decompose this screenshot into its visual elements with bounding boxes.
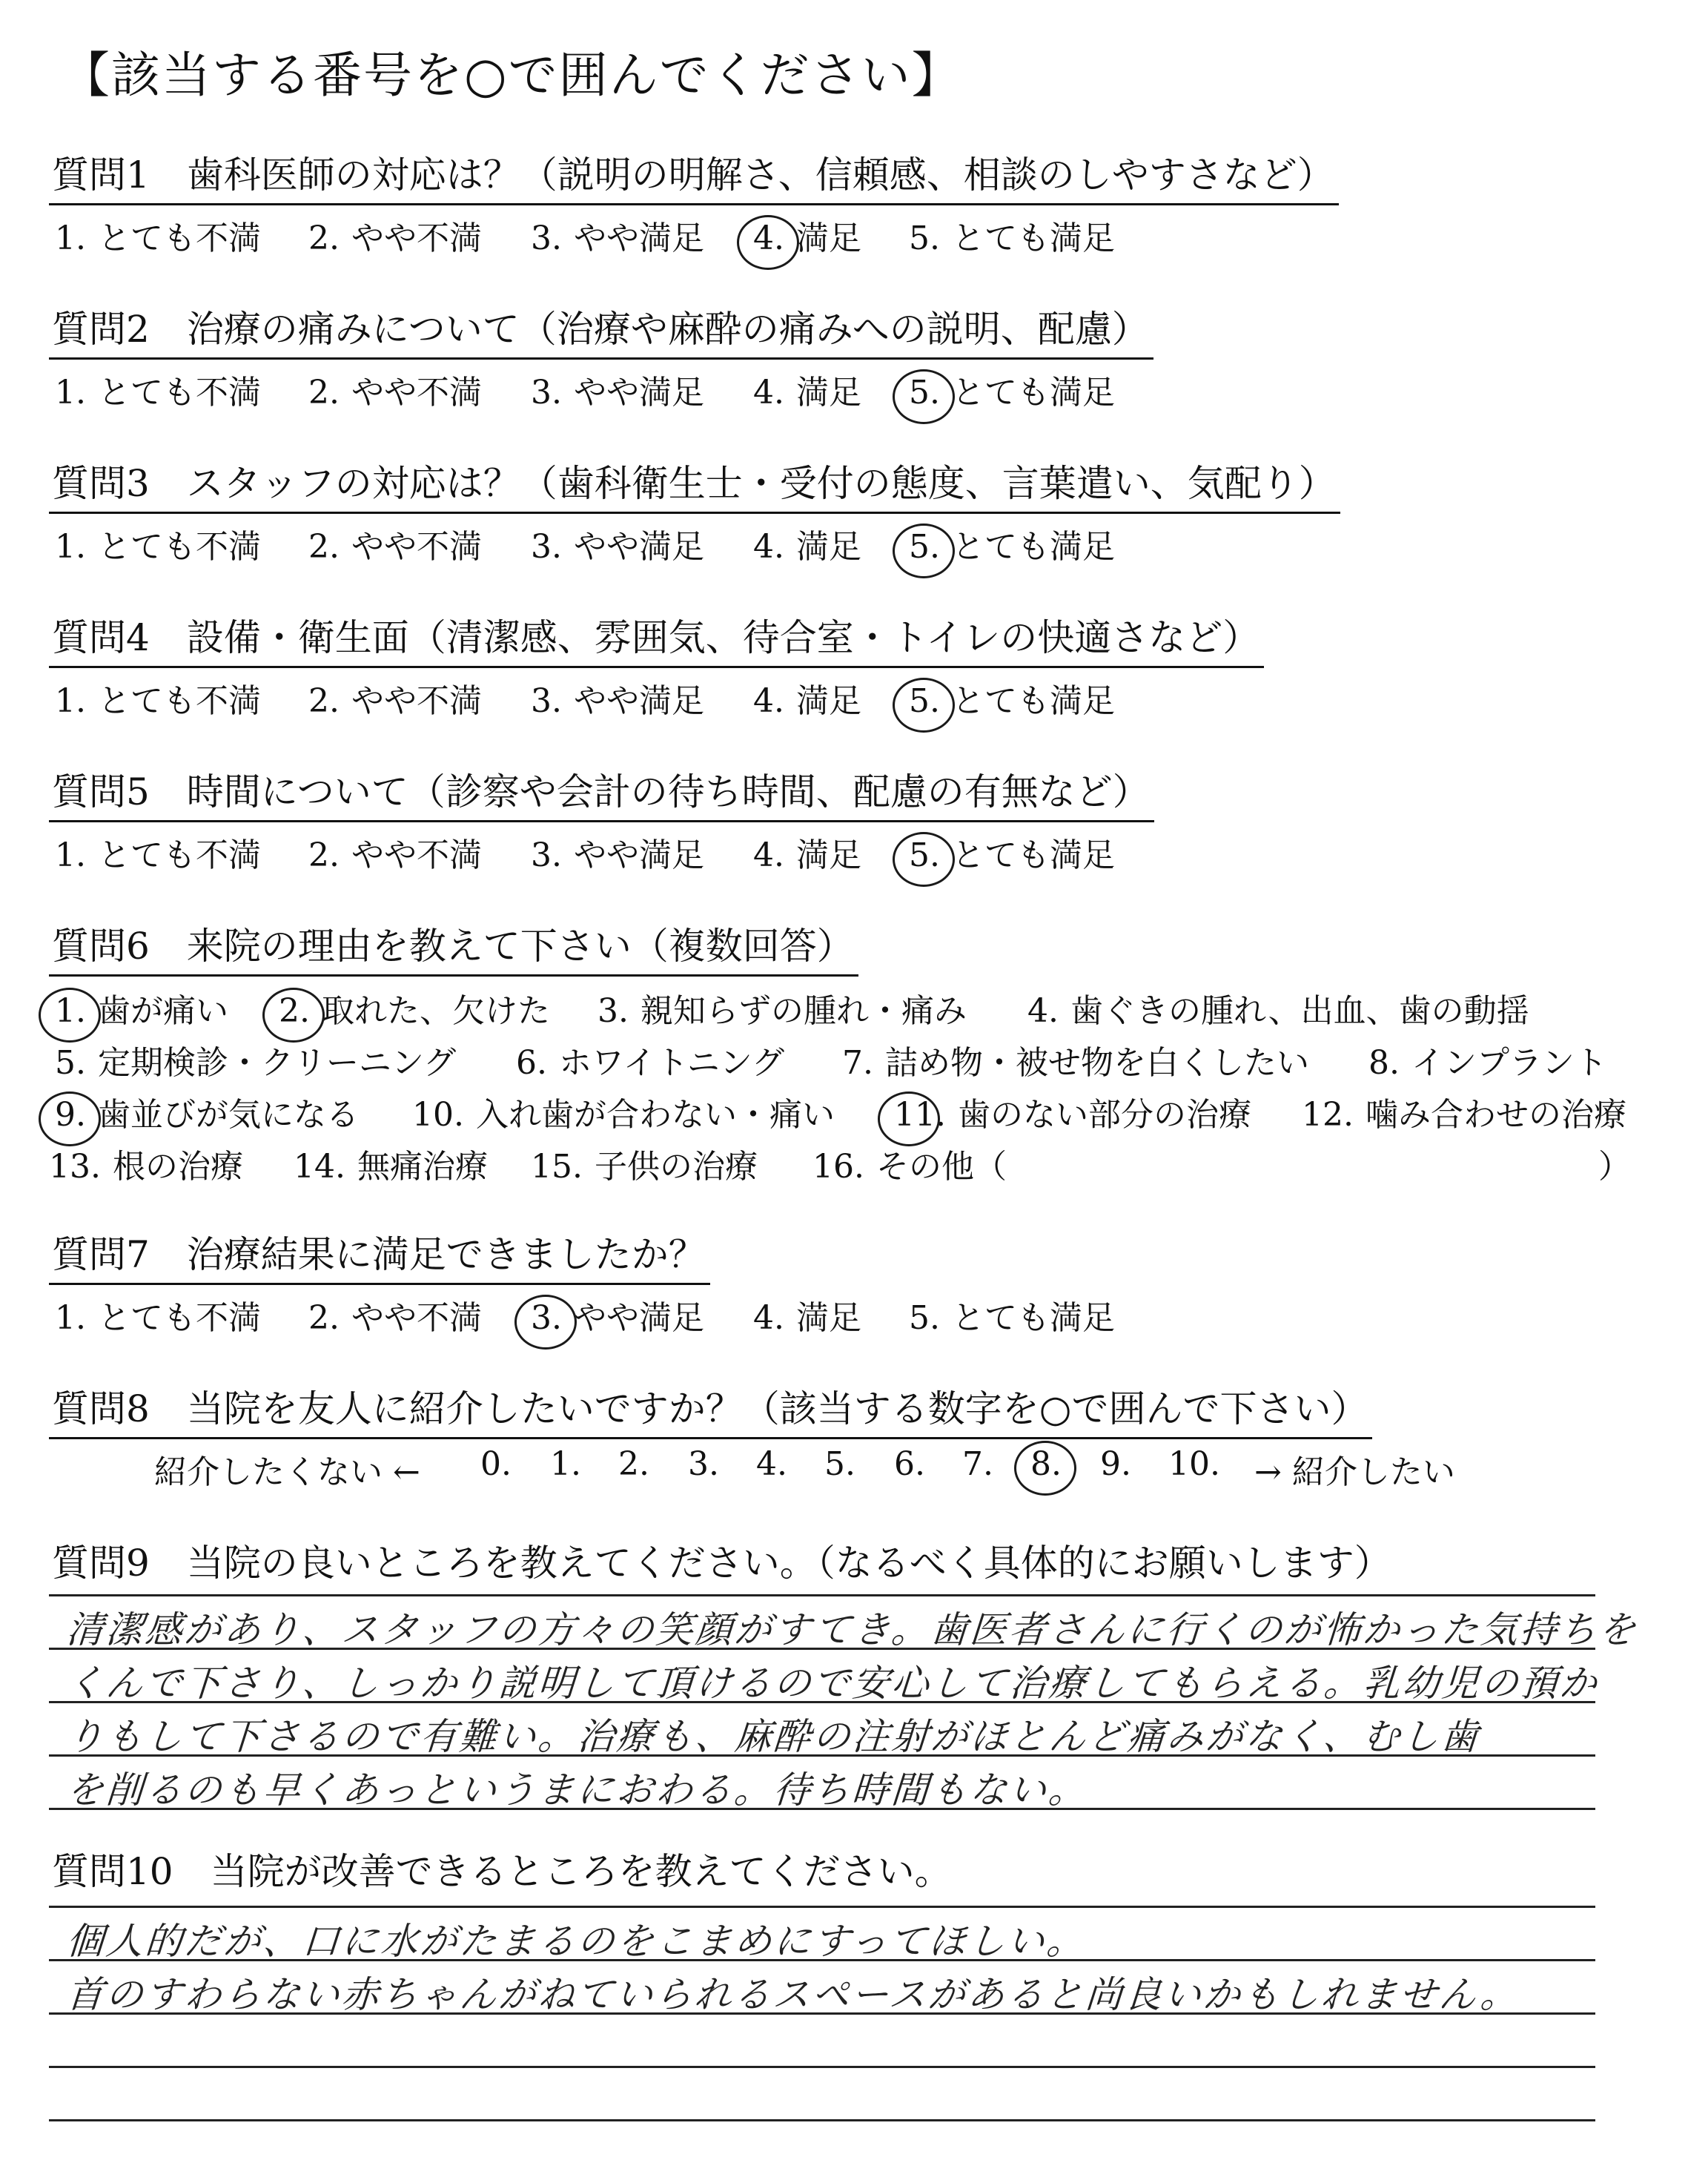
answer-line [49, 1906, 1595, 1908]
q6-option-16[interactable]: 16. その他（ [812, 1148, 1007, 1186]
q6-option-14[interactable]: 14. 無痛治療 [294, 1148, 488, 1186]
q8-scale-5[interactable]: 5. [824, 1445, 855, 1483]
q6-option-1[interactable]: 1. 歯が痛い [55, 992, 228, 1030]
q6-option-15[interactable]: 15. 子供の治療 [531, 1148, 758, 1186]
q5-option-3[interactable]: 3. やや満足 [531, 836, 704, 874]
question-5-title: 質問5 時間について（診察や会計の待ち時間、配慮の有無など） [49, 762, 1154, 822]
question-3-options [49, 520, 1340, 572]
question-8-scale [49, 1445, 1532, 1497]
q3-option-1[interactable]: 1. とても不満 [55, 528, 261, 566]
q5-option-2[interactable]: 2. やや不満 [308, 836, 482, 874]
question-4-options [49, 674, 1264, 726]
selected-circle: 3. [531, 1299, 562, 1337]
selected-circle: 5. [909, 682, 940, 720]
q6-row-4 [49, 1140, 1665, 1189]
q5-option-4[interactable]: 4. 満足 [753, 836, 861, 874]
question-1-title: 質問1 歯科医師の対応は？（説明の明解さ、信頼感、相談のしやすさなど） [49, 145, 1339, 205]
selected-circle: 5. [909, 836, 940, 874]
q6-option-8[interactable]: 8. インプラント [1368, 1044, 1607, 1082]
page-title: 【該当する番号を○で囲んでください】 [61, 47, 962, 104]
q8-scale-0[interactable]: 0. [480, 1445, 512, 1483]
q1-option-1[interactable]: 1. とても不満 [55, 219, 261, 257]
q2-option-3[interactable]: 3. やや満足 [531, 374, 704, 412]
q8-scale-3[interactable]: 3. [688, 1445, 719, 1483]
question-3 [49, 454, 1340, 572]
question-4-title: 質問4 設備・衛生面（清潔感、雰囲気、待合室・トイレの快適さなど） [49, 608, 1264, 668]
selected-circle: 2. [279, 992, 310, 1030]
q8-scale-4[interactable]: 4. [756, 1445, 787, 1483]
answer-line [49, 2119, 1595, 2121]
q7-option-2[interactable]: 2. やや不満 [308, 1299, 482, 1337]
question-10 [49, 1842, 956, 1900]
q5-option-5[interactable]: 5. とても満足 [909, 836, 1115, 874]
question-6-options [49, 984, 1665, 1199]
selected-circle: 9. [55, 1096, 86, 1134]
q9-answer-line-1[interactable]: 清潔感があり、スタッフの方々の笑顔がすてき。歯医者さんに行くのが怖かった気持ちを [64, 1608, 1640, 1651]
question-5 [49, 762, 1154, 880]
q6-option-12[interactable]: 12. 噛み合わせの治療 [1302, 1096, 1626, 1134]
answer-line [49, 1594, 1595, 1596]
question-2-title: 質問2 治療の痛みについて（治療や麻酔の痛みへの説明、配慮） [49, 300, 1153, 360]
q6-option-2[interactable]: 2. 取れた、欠けた [279, 992, 550, 1030]
q7-option-3[interactable]: 3. やや満足 [531, 1299, 704, 1337]
q8-left-label: 紹介したくない ← [154, 1453, 420, 1491]
q6-option-11[interactable]: 11. 歯のない部分の治療 [894, 1096, 1251, 1134]
q6-option-7[interactable]: 7. 詰め物・被せ物を白くしたい [842, 1044, 1309, 1082]
q2-option-1[interactable]: 1. とても不満 [55, 374, 261, 412]
question-5-options [49, 828, 1154, 880]
q10-answer-line-1[interactable]: 個人的だが、口に水がたまるのをこまめにすってほしい。 [64, 1920, 1088, 1963]
question-4 [49, 608, 1264, 726]
q8-scale-6[interactable]: 6. [894, 1445, 925, 1483]
q3-option-4[interactable]: 4. 満足 [753, 528, 861, 566]
q9-answer-line-4[interactable]: を削るのも早くあっというまにおわる。待ち時間もない。 [64, 1768, 1090, 1811]
q4-option-4[interactable]: 4. 満足 [753, 682, 861, 720]
question-6-title: 質問6 来院の理由を教えて下さい（複数回答） [49, 916, 858, 977]
q9-answer-line-2[interactable]: くんで下さり、しっかり説明して頂けるので安心して治療してもらえる。乳幼児の預か [64, 1662, 1601, 1705]
q1-option-4[interactable]: 4. 満足 [753, 219, 861, 257]
q5-option-1[interactable]: 1. とても不満 [55, 836, 261, 874]
q7-option-4[interactable]: 4. 満足 [753, 1299, 861, 1337]
selected-circle: 5. [909, 528, 940, 566]
q8-scale-8[interactable] [1030, 1445, 1073, 1483]
q1-option-2[interactable]: 2. やや不満 [308, 219, 482, 257]
question-2-options [49, 366, 1153, 417]
q6-option-9[interactable]: 9. 歯並びが気になる [55, 1096, 359, 1134]
answer-line [49, 2066, 1595, 2068]
question-9 [49, 1533, 1396, 1591]
question-1-options [49, 211, 1339, 263]
q8-scale-1[interactable]: 1. [550, 1445, 581, 1483]
q6-option-13[interactable]: 13. 根の治療 [49, 1148, 243, 1186]
question-7 [49, 1225, 1115, 1343]
question-2 [49, 300, 1153, 417]
selected-circle: 4. [753, 219, 784, 257]
q3-option-3[interactable]: 3. やや満足 [531, 528, 704, 566]
question-7-options [49, 1291, 1115, 1343]
q6-option-10[interactable]: 10. 入れ歯が合わない・痛い [412, 1096, 835, 1134]
q6-option-4[interactable]: 4. 歯ぐきの腫れ、出血、歯の動揺 [1027, 992, 1529, 1030]
selected-circle: 11. [894, 1096, 946, 1134]
q6-option-6[interactable]: 6. ホワイトニング [516, 1044, 785, 1082]
q7-option-1[interactable]: 1. とても不満 [55, 1299, 261, 1337]
question-8-title: 質問8 当院を友人に紹介したいですか？（該当する数字を○で囲んで下さい） [49, 1379, 1372, 1439]
q2-option-2[interactable]: 2. やや不満 [308, 374, 482, 412]
q1-option-3[interactable]: 3. やや満足 [531, 219, 704, 257]
question-9-title: 質問9 当院の良いところを教えてください。（なるべく具体的にお願いします） [52, 1542, 1391, 1585]
q4-option-1[interactable]: 1. とても不満 [55, 682, 261, 720]
question-6 [49, 916, 1665, 1199]
selected-circle: 1. [55, 992, 86, 1030]
q4-option-3[interactable]: 3. やや満足 [531, 682, 704, 720]
q8-right-label: → 紹介したい [1254, 1453, 1455, 1491]
q2-option-4[interactable]: 4. 満足 [753, 374, 861, 412]
question-1 [49, 145, 1339, 263]
q6-option-5[interactable]: 5. 定期検診・クリーニング [55, 1044, 457, 1082]
q6-option-3[interactable]: 3. 親知らずの腫れ・痛み [598, 992, 967, 1030]
question-10-title: 質問10 当院が改善できるところを教えてください。 [52, 1850, 952, 1893]
q6-other-close-paren: ） [1598, 1148, 1631, 1186]
question-7-title: 質問7 治療結果に満足できましたか？ [49, 1225, 710, 1285]
q4-option-5[interactable]: 5. とても満足 [909, 682, 1115, 720]
q1-option-5[interactable]: 5. とても満足 [909, 219, 1115, 257]
question-3-title: 質問3 スタッフの対応は？（歯科衛生士・受付の態度、言葉遣い、気配り） [49, 454, 1340, 514]
q9-answer-line-3[interactable]: りもして下さるので有難い。治療も、麻酔の注射がほとんど痛みがなく、むし歯 [64, 1715, 1482, 1758]
q4-option-2[interactable]: 2. やや不満 [308, 682, 482, 720]
q3-option-5[interactable]: 5. とても満足 [909, 528, 1115, 566]
q8-scale-2[interactable]: 2. [618, 1445, 649, 1483]
q7-option-5[interactable]: 5. とても満足 [909, 1299, 1115, 1337]
selected-circle: 8. [1030, 1445, 1062, 1483]
q8-scale-10[interactable]: 10. [1168, 1445, 1220, 1483]
q10-answer-line-2[interactable]: 首のすわらない赤ちゃんがねていられるスペースがあると尚良いかもしれません。 [64, 1973, 1521, 2016]
q2-option-5[interactable]: 5. とても満足 [909, 374, 1115, 412]
q3-option-2[interactable]: 2. やや不満 [308, 528, 482, 566]
selected-circle: 5. [909, 374, 940, 412]
question-8 [49, 1379, 1532, 1497]
q8-scale-7[interactable]: 7. [962, 1445, 993, 1483]
q8-scale-9[interactable]: 9. [1100, 1445, 1131, 1483]
